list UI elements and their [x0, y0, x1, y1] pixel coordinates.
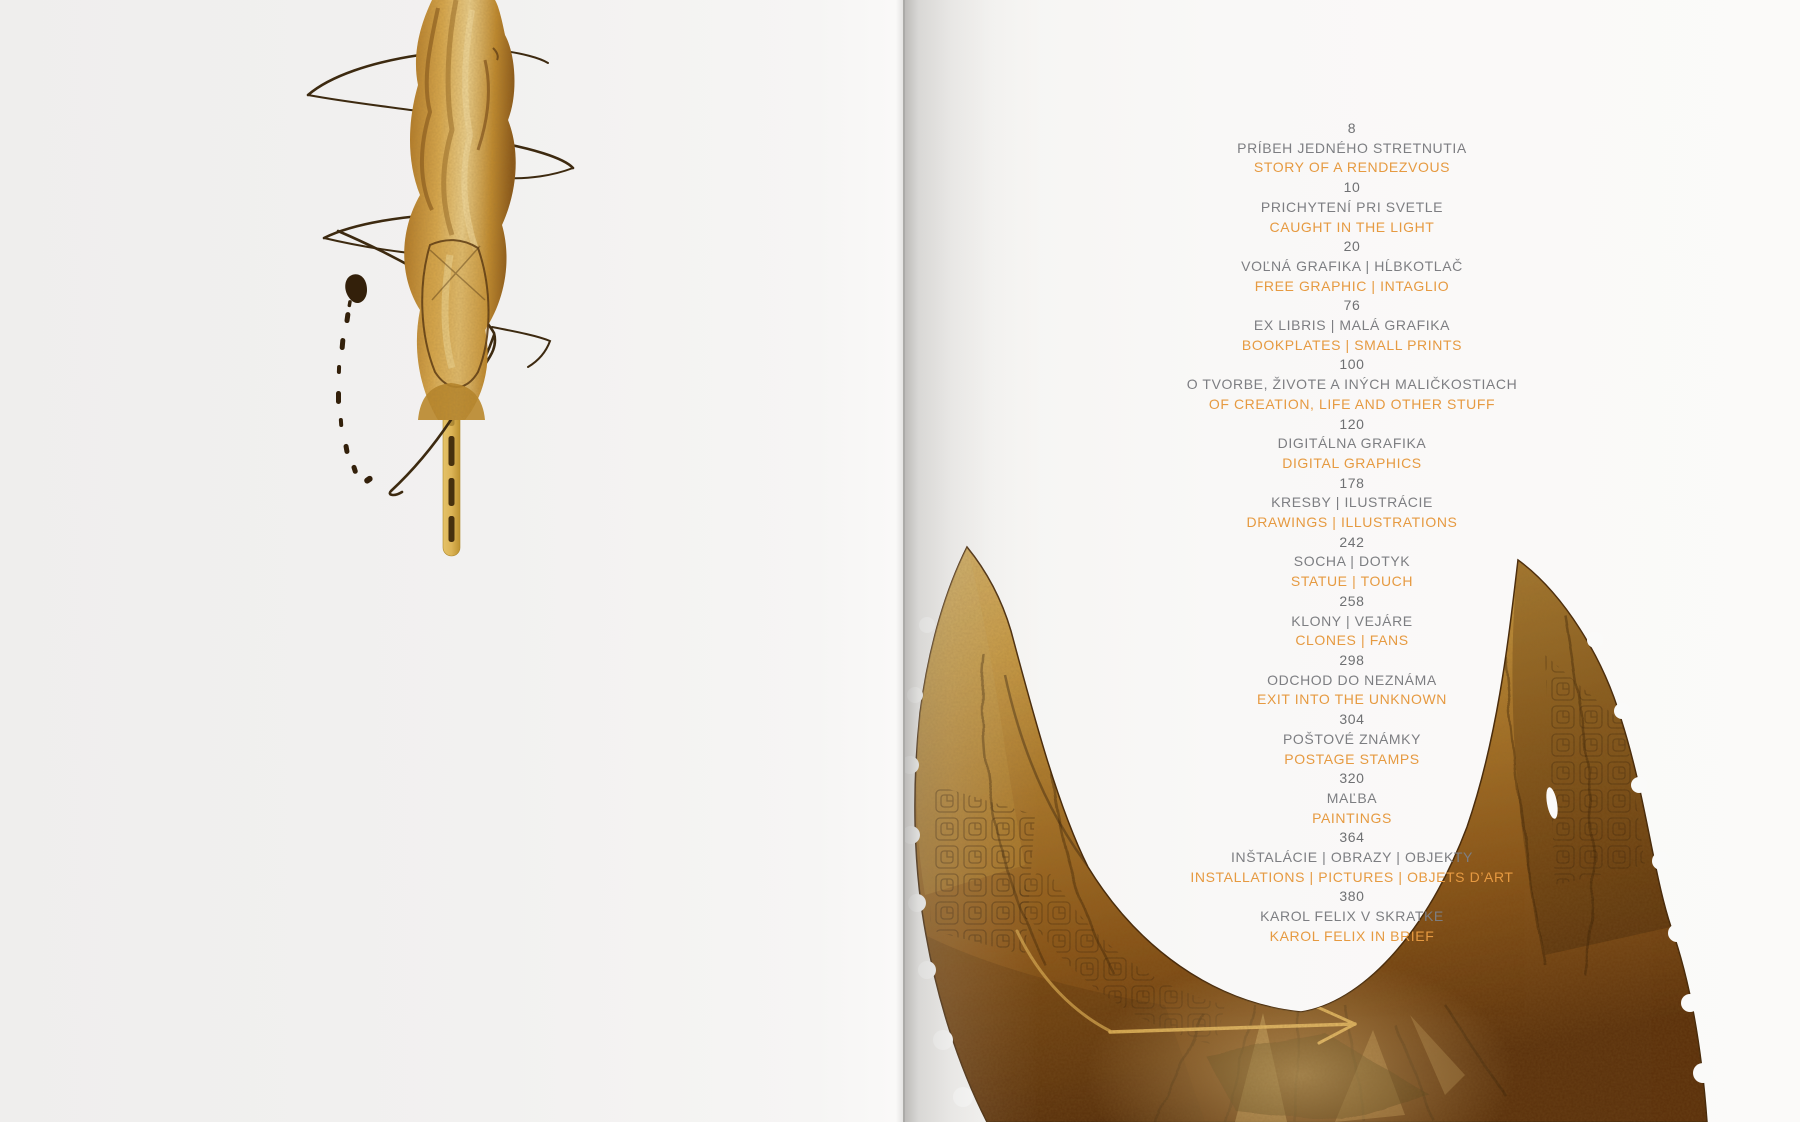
toc-page-number: 120 [1339, 415, 1365, 432]
toc-title-slovak: POŠTOVÉ ZNÁMKY [1282, 730, 1422, 747]
toc-title-english: DIGITAL GRAPHICS [1282, 454, 1422, 471]
toc-title-english: PAINTINGS [1312, 809, 1392, 826]
toc-title-slovak: MAĽBA [1326, 789, 1378, 806]
toc-title-slovak: PRICHYTENÍ PRI SVETLE [1260, 198, 1444, 215]
toc-title-english: INSTALLATIONS | PICTURES | OBJETS D’ART [1190, 868, 1514, 885]
toc-title-slovak: DIGITÁLNA GRAFIKA [1277, 435, 1427, 452]
toc-title-slovak: INŠTALÁCIE | OBRAZY | OBJEKTY [1231, 849, 1473, 866]
toc-page-number: 380 [1339, 888, 1365, 905]
toc-page-number: 320 [1339, 770, 1365, 787]
toc-title-english: DRAWINGS | ILLUSTRATIONS [1246, 514, 1458, 531]
toc-page-number: 298 [1339, 651, 1365, 668]
toc-page-number: 100 [1339, 356, 1365, 373]
toc-title-english: POSTAGE STAMPS [1284, 750, 1420, 767]
toc-title-slovak: KRESBY | ILUSTRÁCIE [1271, 494, 1433, 511]
toc-entry [1022, 415, 1682, 474]
toc-entry [1022, 710, 1682, 769]
toc-title-slovak: VOĽNÁ GRAFIKA | HĹBKOTLAČ [1241, 257, 1463, 274]
toc-page-number: 8 [1347, 120, 1357, 136]
spine-edge-line [903, 0, 905, 1122]
toc-title-english: STATUE | TOUCH [1290, 573, 1414, 590]
toc-page-number: 178 [1339, 474, 1365, 491]
toc-page-number: 20 [1343, 238, 1361, 255]
toc-title-slovak: ODCHOD DO NEZNÁMA [1267, 671, 1437, 688]
toc-title-english: CAUGHT IN THE LIGHT [1269, 218, 1435, 235]
toc-entry [1022, 651, 1682, 710]
toc-entry [1022, 533, 1682, 592]
toc-page-number: 304 [1339, 711, 1365, 728]
toc-title-english: OF CREATION, LIFE AND OTHER STUFF [1208, 395, 1496, 412]
toc-page-number: 242 [1339, 533, 1365, 550]
table-of-contents [1022, 119, 1682, 947]
toc-title-english: STORY OF A RENDEZVOUS [1253, 159, 1451, 176]
toc-page-number: 364 [1339, 829, 1365, 846]
toc-page-number: 76 [1343, 297, 1361, 314]
right-page [905, 0, 1800, 1122]
toc-entry [1022, 828, 1682, 887]
toc-entry [1022, 178, 1682, 237]
toc-page-number: 10 [1343, 179, 1361, 196]
toc-title-english: CLONES | FANS [1295, 632, 1409, 649]
toc-title-slovak: PRÍBEH JEDNÉHO STRETNUTIA [1237, 139, 1467, 156]
toc-entry [1022, 119, 1682, 178]
toc-title-slovak: SOCHA | DOTYK [1293, 553, 1411, 570]
dotted-drip-curve [336, 274, 374, 485]
golden-figure-brush-artwork [280, 0, 600, 580]
toc-title-english: FREE GRAPHIC | INTAGLIO [1254, 277, 1450, 294]
toc-title-slovak: O TVORBE, ŽIVOTE A INÝCH MALIČKOSTIACH [1186, 376, 1518, 393]
toc-title-slovak: KAROL FELIX V SKRATKE [1260, 908, 1444, 925]
toc-title-english: KAROL FELIX IN BRIEF [1269, 927, 1435, 944]
toc-entry [1022, 592, 1682, 651]
toc-title-english: BOOKPLATES | SMALL PRINTS [1241, 336, 1463, 353]
toc-title-slovak: EX LIBRIS | MALÁ GRAFIKA [1253, 317, 1451, 334]
gold-torso-figure [404, 0, 515, 420]
toc-entry [1022, 769, 1682, 828]
toc-title-english: EXIT INTO THE UNKNOWN [1257, 691, 1447, 708]
toc-entry [1022, 296, 1682, 355]
toc-entry [1022, 355, 1682, 414]
toc-page-number: 258 [1339, 592, 1365, 609]
toc-entry [1022, 237, 1682, 296]
toc-entry [1022, 887, 1682, 946]
toc-title-slovak: KLONY | VEJÁRE [1291, 612, 1413, 629]
toc-entry [1022, 474, 1682, 533]
